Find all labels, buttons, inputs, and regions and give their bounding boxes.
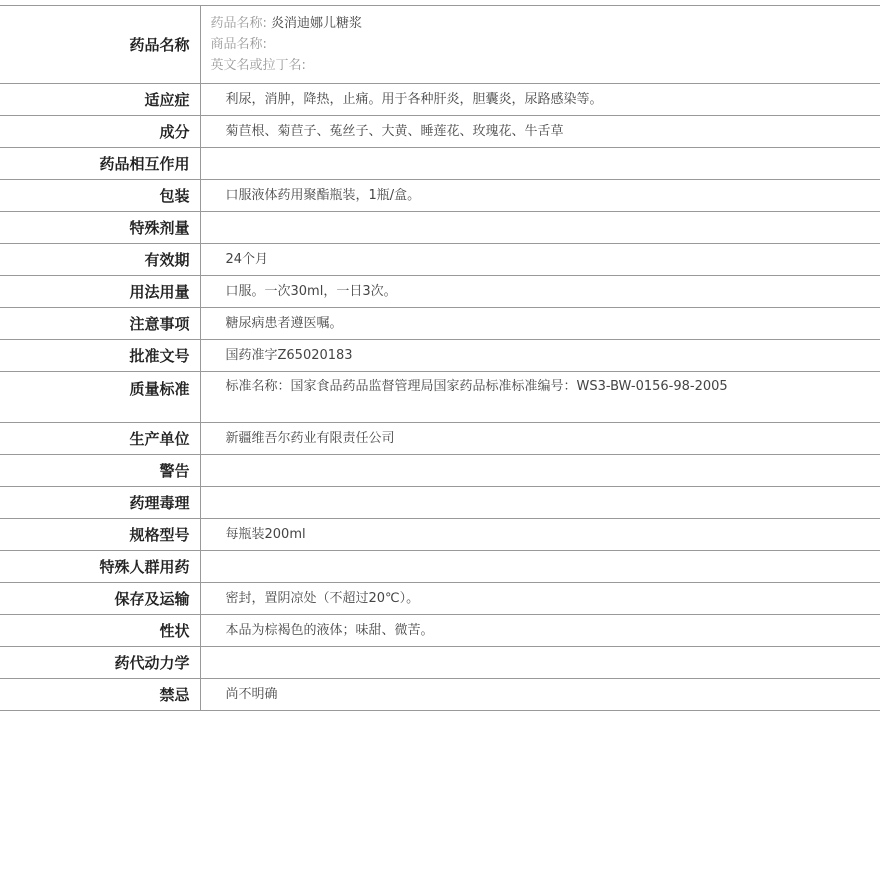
spec-value: 本品为棕褐色的液体；味甜、微苦。 <box>200 615 880 647</box>
spec-label: 特殊人群用药 <box>0 551 200 583</box>
spec-value: 新疆维吾尔药业有限责任公司 <box>200 423 880 455</box>
spec-value: 利尿，消肿，降热，止痛。用于各种肝炎，胆囊炎，尿路感染等。 <box>200 84 880 116</box>
spec-value: 糖尿病患者遵医嘱。 <box>200 308 880 340</box>
spec-value: 菊苣根、菊苣子、菟丝子、大黄、睡莲花、玫瑰花、牛舌草 <box>200 116 880 148</box>
spec-label: 药理毒理 <box>0 487 200 519</box>
spec-value: 每瓶装200ml <box>200 519 880 551</box>
spec-row-packaging <box>0 180 880 212</box>
spec-label: 性状 <box>0 615 200 647</box>
spec-label: 适应症 <box>0 84 200 116</box>
spec-value-drug-names <box>200 6 880 84</box>
spec-row-pharmacology <box>0 487 880 519</box>
spec-value: 国药准字Z65020183 <box>200 340 880 372</box>
spec-label: 包装 <box>0 180 200 212</box>
spec-value <box>200 372 880 423</box>
spec-label: 用法用量 <box>0 276 200 308</box>
english-name-key: 英文名或拉丁名: <box>210 58 306 73</box>
spec-row-ingredients <box>0 116 880 148</box>
spec-row-approval-number <box>0 340 880 372</box>
spec-row-usage-dosage <box>0 276 880 308</box>
spec-label: 药代动力学 <box>0 647 200 679</box>
spec-label: 质量标准 <box>0 372 200 423</box>
spec-value <box>200 455 880 487</box>
spec-value <box>200 212 880 244</box>
spec-label: 药品名称 <box>0 6 200 84</box>
spec-label: 有效期 <box>0 244 200 276</box>
spec-label: 药品相互作用 <box>0 148 200 180</box>
spec-row-precautions <box>0 308 880 340</box>
spec-value <box>200 551 880 583</box>
generic-name-key: 药品名称: <box>210 16 267 31</box>
spec-label: 批准文号 <box>0 340 200 372</box>
spec-label: 特殊剂量 <box>0 212 200 244</box>
spec-label: 警告 <box>0 455 200 487</box>
spec-label: 规格型号 <box>0 519 200 551</box>
spec-row-manufacturer <box>0 423 880 455</box>
spec-label: 成分 <box>0 116 200 148</box>
spec-row-specification <box>0 519 880 551</box>
spec-value: 口服液体药用聚酯瓶装，1瓶/盒。 <box>200 180 880 212</box>
spec-row-shelf-life <box>0 244 880 276</box>
trade-name-key: 商品名称: <box>210 37 267 52</box>
trade-name-line <box>211 34 880 55</box>
spec-value: 24个月 <box>200 244 880 276</box>
spec-value <box>200 148 880 180</box>
spec-row-interactions <box>0 148 880 180</box>
spec-row-description <box>0 615 880 647</box>
spec-row-indications <box>0 84 880 116</box>
spec-label: 注意事项 <box>0 308 200 340</box>
spec-value: 口服。一次30ml，一日3次。 <box>200 276 880 308</box>
spec-label: 保存及运输 <box>0 583 200 615</box>
quality-standard-text: 标准名称：国家食品药品监督管理局国家药品标准标准编号：WS3-BW-0156-98-2005 <box>225 379 728 394</box>
spec-row-warning <box>0 455 880 487</box>
spec-row-contraindications <box>0 679 880 711</box>
drug-spec-table <box>0 5 880 711</box>
spec-value <box>200 647 880 679</box>
spec-value: 尚不明确 <box>200 679 880 711</box>
spec-row-special-dosage <box>0 212 880 244</box>
generic-name-line <box>211 13 880 34</box>
spec-value: 密封，置阴凉处（不超过20℃）。 <box>200 583 880 615</box>
spec-row-pharmacokinetics <box>0 647 880 679</box>
spec-row-drug-name <box>0 6 880 84</box>
spec-label: 禁忌 <box>0 679 200 711</box>
spec-row-quality-standard <box>0 372 880 423</box>
generic-name-value: 炎消迪娜儿糖浆 <box>271 16 363 31</box>
spec-row-storage <box>0 583 880 615</box>
english-name-line <box>211 55 880 76</box>
spec-label: 生产单位 <box>0 423 200 455</box>
spec-row-special-populations <box>0 551 880 583</box>
spec-value <box>200 487 880 519</box>
